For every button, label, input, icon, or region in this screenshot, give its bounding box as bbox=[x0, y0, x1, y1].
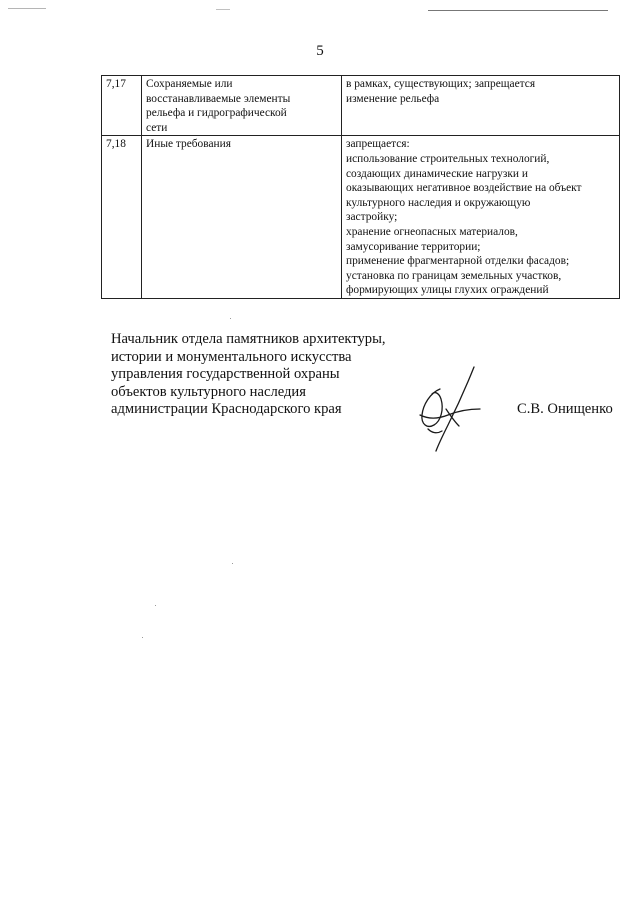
page-number: 5 bbox=[316, 43, 324, 59]
handwritten-signature-icon bbox=[410, 363, 496, 455]
requirement-name-line: восстанавливаемые элементы bbox=[146, 92, 291, 105]
requirement-value-cell bbox=[342, 76, 620, 136]
requirement-value-line: запрещается: bbox=[346, 138, 410, 151]
row-number-cell bbox=[102, 136, 142, 299]
requirement-value-line: культурного наследия и окружающую bbox=[346, 196, 531, 209]
requirement-name-cell bbox=[142, 76, 342, 136]
row-number: 7,17 bbox=[106, 78, 126, 90]
requirement-name-cell bbox=[142, 136, 342, 299]
requirement-value-line: создающих динамические нагрузки и bbox=[346, 167, 528, 180]
requirement-value-line: изменение рельефа bbox=[346, 92, 440, 105]
row-number-cell bbox=[102, 76, 142, 136]
signatory-title bbox=[111, 331, 386, 419]
requirement-name-line: Сохраняемые или bbox=[146, 78, 233, 90]
scan-speck bbox=[142, 637, 143, 638]
requirement-name-line: сети bbox=[146, 121, 168, 134]
scan-artifact-top-left bbox=[8, 8, 46, 9]
table-row bbox=[102, 76, 620, 136]
requirements-table bbox=[101, 75, 620, 299]
requirement-value-line: оказывающих негативное воздействие на объект bbox=[346, 182, 582, 195]
requirement-name-line: рельефа и гидрографической bbox=[146, 107, 287, 120]
signer-name: С.В. Онищенко bbox=[517, 401, 613, 417]
row-number: 7,18 bbox=[106, 138, 126, 151]
requirement-value-cell bbox=[342, 136, 620, 299]
requirement-value-line: формирующих улицы глухих ограждений bbox=[346, 284, 549, 297]
signatory-title-line: объектов культурного наследия bbox=[111, 383, 306, 400]
requirement-value-line: в рамках, существующих; запрещается bbox=[346, 78, 536, 90]
requirement-value-line: использование строительных технологий, bbox=[346, 152, 550, 165]
requirement-name-line: Иные требования bbox=[146, 138, 231, 151]
scan-speck bbox=[155, 605, 156, 606]
signatory-title-line: истории и монументального искусства bbox=[111, 348, 352, 365]
signatory-title-line: администрации Краснодарского края bbox=[111, 401, 342, 418]
scan-artifact-top-mid bbox=[216, 9, 230, 10]
scan-speck bbox=[230, 318, 231, 319]
scan-artifact-top-right bbox=[428, 10, 608, 11]
signatory-title-line: управления государственной охраны bbox=[111, 366, 340, 383]
requirement-value-line: замусоривание территории; bbox=[346, 240, 481, 253]
scan-speck bbox=[232, 563, 233, 564]
table-row bbox=[102, 136, 620, 299]
signatory-title-line: Начальник отдела памятников архитектуры, bbox=[111, 331, 386, 347]
requirement-value-line: установка по границам земельных участков, bbox=[346, 269, 562, 282]
requirement-value-line: застройку; bbox=[346, 211, 398, 224]
requirement-value-line: хранение огнеопасных материалов, bbox=[346, 225, 518, 238]
requirement-value-line: применение фрагментарной отделки фасадов; bbox=[346, 255, 570, 268]
